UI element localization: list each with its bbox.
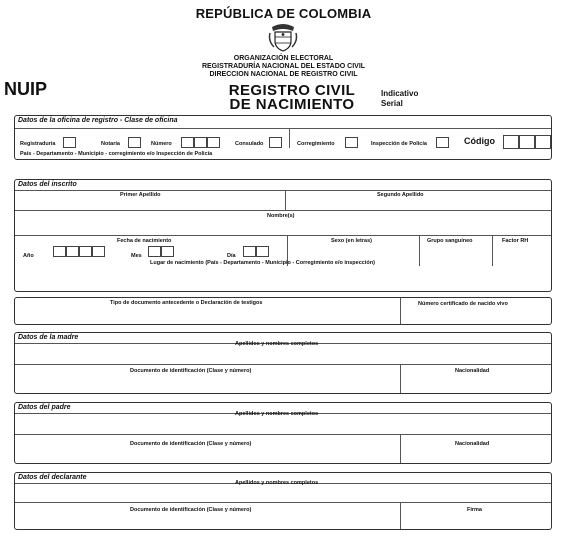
- numero-digit-2[interactable]: [194, 137, 207, 148]
- mes-digit-1[interactable]: [148, 246, 161, 257]
- mother-section-title: Datos de la madre: [18, 334, 79, 341]
- father-section: [14, 402, 552, 464]
- document-title: [212, 84, 372, 112]
- mother-names-label: Apellidos y nombres completos: [235, 341, 319, 347]
- office-section: [14, 115, 552, 160]
- corregimiento-checkbox[interactable]: [345, 137, 358, 148]
- mes-label: Mes: [131, 253, 142, 259]
- lugar-nacimiento-label: Lugar de nacimiento (País - Departamento - Municipio - Corregimiento e/o inspección): [150, 260, 375, 266]
- declarant-signature-label: Firma: [467, 507, 482, 513]
- nombres-label: Nombre(s): [267, 213, 295, 219]
- sexo-label: Sexo (en letras): [331, 238, 372, 244]
- registrant-section: [14, 179, 552, 292]
- dia-digit-1[interactable]: [243, 246, 256, 257]
- fecha-nacimiento-label: Fecha de nacimiento: [117, 238, 172, 244]
- title-line-2: DE NACIMIENTO: [229, 96, 355, 113]
- serial-label: Serial: [381, 99, 403, 108]
- father-names-label: Apellidos y nombres completos: [235, 411, 319, 417]
- indicativo-serial: [381, 89, 418, 109]
- mes-digit-2[interactable]: [161, 246, 174, 257]
- country-heading: REPÚBLICA DE COLOMBIA: [195, 6, 372, 21]
- ano-digit-4[interactable]: [92, 246, 105, 257]
- mother-section: [14, 332, 552, 394]
- segundo-apellido-label: Segundo Apellido: [377, 192, 424, 198]
- registraduria-checkbox[interactable]: [63, 137, 76, 148]
- codigo-digit-3[interactable]: [535, 135, 551, 149]
- ano-digit-1[interactable]: [53, 246, 66, 257]
- primer-apellido-label: Primer Apellido: [120, 192, 161, 198]
- mother-document-label: Documento de identificación (Clase y número): [130, 368, 252, 374]
- father-document-label: Documento de identificación (Clase y número): [130, 441, 252, 447]
- declarant-section: [14, 472, 552, 530]
- numero-label: Número: [151, 141, 172, 147]
- factor-rh-label: Factor RH: [502, 238, 529, 244]
- coat-of-arms-icon: [268, 21, 298, 53]
- numero-digit-3[interactable]: [207, 137, 220, 148]
- office-place-label: País - Departamento - Municipio - corregimiento e/o Inspección de Policía: [20, 151, 213, 157]
- ano-digit-2[interactable]: [66, 246, 79, 257]
- father-nationality-label: Nacionalidad: [455, 441, 490, 447]
- antecedent-section: [14, 297, 552, 325]
- tipo-documento-label: Tipo de documento antecedente o Declaración de testigos: [110, 300, 263, 306]
- declarant-names-label: Apellidos y nombres completos: [235, 480, 319, 486]
- codigo-digit-1[interactable]: [503, 135, 519, 149]
- corregimiento-label: Corregimiento: [297, 141, 335, 147]
- registraduria-label: Registraduría: [20, 141, 56, 147]
- nuip-label: NUIP: [4, 79, 48, 99]
- consulado-label: Consulado: [235, 141, 264, 147]
- mother-nationality-label: Nacionalidad: [455, 368, 490, 374]
- org-line-electoral: ORGANIZACIÓN ELECTORAL: [233, 55, 334, 62]
- ano-digit-3[interactable]: [79, 246, 92, 257]
- org-line-direccion: DIRECCION NACIONAL DE REGISTRO CIVIL: [209, 71, 358, 78]
- ano-label: Año: [23, 253, 34, 259]
- title-line-1: REGISTRO CIVIL: [228, 82, 356, 99]
- organization-block: [0, 55, 567, 79]
- dia-label: Día: [227, 253, 236, 259]
- codigo-digit-2[interactable]: [519, 135, 535, 149]
- inspeccion-label: Inspección de Policía: [371, 141, 427, 147]
- consulado-checkbox[interactable]: [269, 137, 282, 148]
- numero-certificado-label: Número certificado de nacido vivo: [418, 301, 508, 307]
- notaria-checkbox[interactable]: [128, 137, 141, 148]
- codigo-label: Código: [464, 136, 495, 146]
- father-section-title: Datos del padre: [18, 404, 71, 411]
- office-section-title: Datos de la oficina de registro - Clase de oficina: [18, 117, 178, 124]
- declarant-document-label: Documento de identificación (Clase y número): [130, 507, 252, 513]
- grupo-sanguineo-label: Grupo sanguíneo: [427, 238, 473, 244]
- dia-digit-2[interactable]: [256, 246, 269, 257]
- declarant-section-title: Datos del declarante: [18, 474, 87, 481]
- registrant-section-title: Datos del inscrito: [18, 181, 77, 188]
- org-line-registraduria: REGISTRADURÍA NACIONAL DEL ESTADO CIVIL: [201, 63, 366, 70]
- numero-digit-1[interactable]: [181, 137, 194, 148]
- inspeccion-checkbox[interactable]: [436, 137, 449, 148]
- notaria-label: Notaría: [101, 141, 120, 147]
- indicativo-label: Indicativo: [381, 89, 419, 98]
